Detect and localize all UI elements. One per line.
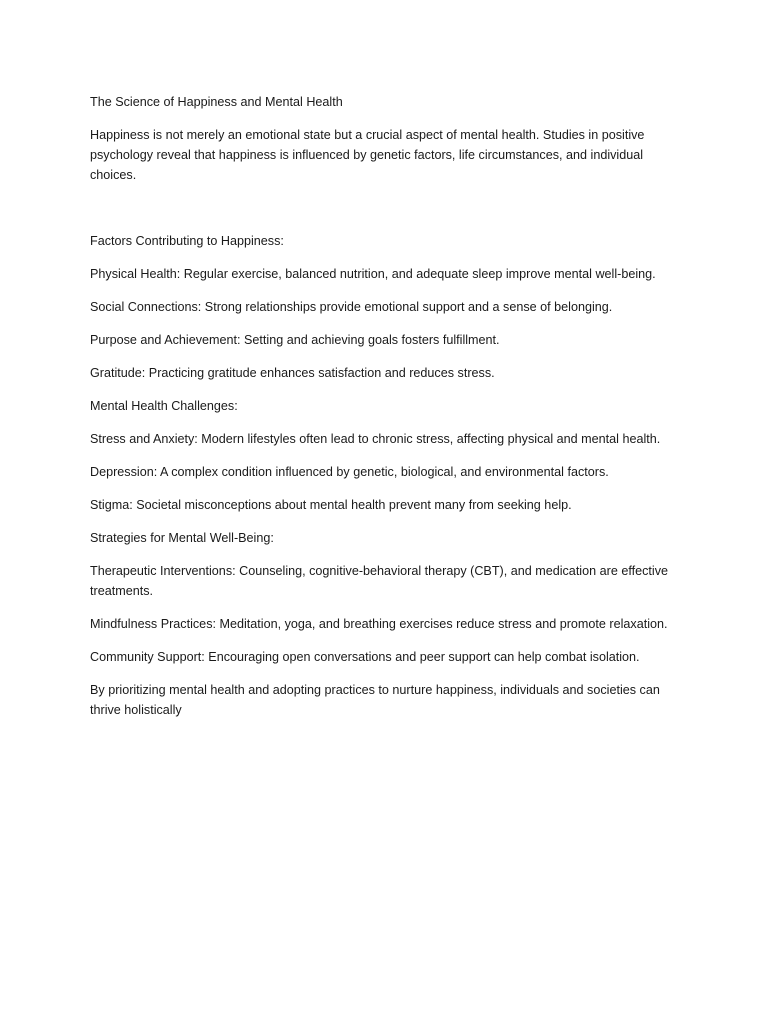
conclusion-paragraph: By prioritizing mental health and adopting practices to nurture happiness, individuals and societies can thrive holistically xyxy=(90,683,660,717)
intro-paragraph: Happiness is not merely an emotional state but a crucial aspect of mental health. Studies in positive psychology reveal that happiness is influenced by genetic factors, life circumstances, and individual choices. xyxy=(90,128,645,182)
paragraph-stigma: Stigma: Societal misconceptions about mental health prevent many from seeking help. xyxy=(90,498,572,512)
paragraph-mindfulness-practices: Mindfulness Practices: Meditation, yoga, and breathing exercises reduce stress and promote relaxation. xyxy=(90,617,668,631)
section-heading-strategies: Strategies for Mental Well-Being: xyxy=(90,531,274,545)
paragraph-community-support: Community Support: Encouraging open conversations and peer support can help combat isolation. xyxy=(90,650,640,664)
paragraph-physical-health: Physical Health: Regular exercise, balanced nutrition, and adequate sleep improve mental well-being. xyxy=(90,267,656,281)
paragraph-depression: Depression: A complex condition influenced by genetic, biological, and environmental factors. xyxy=(90,465,609,479)
paragraph-purpose-achievement: Purpose and Achievement: Setting and achieving goals fosters fulfillment. xyxy=(90,333,500,347)
section-heading-challenges: Mental Health Challenges: xyxy=(90,399,238,413)
document-page xyxy=(90,92,680,733)
paragraph-therapeutic-interventions: Therapeutic Interventions: Counseling, cognitive-behavioral therapy (CBT), and medication are effective treatments. xyxy=(90,564,668,598)
paragraph-stress-anxiety: Stress and Anxiety: Modern lifestyles often lead to chronic stress, affecting physical and mental health. xyxy=(90,432,661,446)
document-title: The Science of Happiness and Mental Health xyxy=(90,95,343,109)
paragraph-gratitude: Gratitude: Practicing gratitude enhances satisfaction and reduces stress. xyxy=(90,366,495,380)
paragraph-social-connections: Social Connections: Strong relationships provide emotional support and a sense of belonging. xyxy=(90,300,613,314)
spacer xyxy=(90,198,680,231)
section-heading-factors: Factors Contributing to Happiness: xyxy=(90,234,284,248)
